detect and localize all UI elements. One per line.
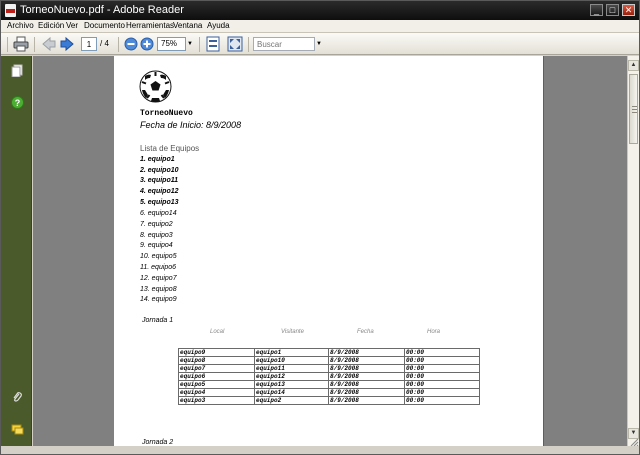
grip-line (632, 109, 637, 110)
scrollbar-thumb[interactable] (629, 74, 638, 144)
toolbar-separator (248, 37, 249, 52)
document-view[interactable] (33, 56, 627, 446)
team-list-item: 5. equipo13 (140, 199, 179, 206)
previous-page-icon[interactable] (41, 36, 57, 52)
column-header-fecha: Fecha (357, 329, 374, 335)
toolbar-separator (199, 37, 200, 52)
table-cell: 00:00 (405, 381, 480, 389)
team-list-heading: Lista de Equipos (140, 144, 200, 153)
table-cell: equipo2 (255, 397, 329, 405)
title-bar (1, 1, 639, 20)
pdf-page (114, 56, 544, 446)
table-cell: 8/9/2008 (329, 389, 405, 397)
menu-ver[interactable]: Ver (66, 21, 79, 30)
resize-grip-icon[interactable] (627, 438, 639, 446)
table-cell: equipo5 (179, 381, 255, 389)
table-cell: equipo13 (255, 381, 329, 389)
column-header-local: Local (210, 329, 225, 335)
comments-icon[interactable] (11, 423, 24, 436)
table-cell: equipo9 (179, 349, 255, 357)
soccer-ball-icon (139, 70, 172, 103)
team-list-item: 10. equipo5 (140, 253, 177, 260)
table-cell: 8/9/2008 (329, 373, 405, 381)
table-row (179, 349, 480, 357)
table-cell: 00:00 (405, 365, 480, 373)
zoom-dropdown-arrow-icon[interactable]: ▼ (187, 41, 193, 47)
round-1-heading: Jornada 1 (142, 317, 174, 324)
round-1-fixtures-table (178, 348, 480, 405)
table-cell: 00:00 (405, 357, 480, 365)
scroll-up-icon[interactable]: ▲ (628, 60, 639, 71)
table-cell: equipo3 (179, 397, 255, 405)
table-row (179, 389, 480, 397)
table-row (179, 357, 480, 365)
team-list-item: 13. equipo8 (140, 286, 177, 293)
document-title: TorneoNuevo (140, 109, 193, 118)
column-header-hora: Hora (427, 329, 441, 335)
page-number-input[interactable] (81, 37, 97, 51)
table-cell: equipo6 (179, 373, 255, 381)
table-row (179, 373, 480, 381)
grip-line (632, 112, 637, 113)
table-cell: 8/9/2008 (329, 349, 405, 357)
table-cell: equipo1 (255, 349, 329, 357)
window-title: TorneoNuevo.pdf - Adobe Reader (20, 4, 184, 16)
table-cell: equipo10 (255, 357, 329, 365)
scroll-down-icon[interactable]: ▼ (628, 428, 639, 439)
team-list-item: 7. equipo2 (140, 221, 173, 228)
table-cell: 8/9/2008 (329, 381, 405, 389)
table-row (179, 397, 480, 405)
vertical-scrollbar[interactable] (627, 56, 639, 446)
zoom-level-field[interactable]: 75% (157, 37, 186, 51)
menu-documento[interactable]: Documento (84, 21, 125, 30)
table-row (179, 381, 480, 389)
team-list-item: 8. equipo3 (140, 232, 173, 239)
menu-ventana[interactable]: Ventana (173, 21, 203, 30)
table-cell: 00:00 (405, 373, 480, 381)
table-cell: 00:00 (405, 397, 480, 405)
fit-page-icon[interactable] (205, 36, 221, 52)
table-cell: equipo8 (179, 357, 255, 365)
pages-panel-icon[interactable] (11, 64, 24, 77)
close-button[interactable]: ✕ (622, 4, 635, 16)
toolbar-separator (34, 37, 35, 52)
team-list-item: 14. equipo9 (140, 296, 177, 303)
svg-text:?: ? (14, 98, 21, 108)
pdf-file-icon (5, 4, 16, 17)
table-cell: equipo7 (179, 365, 255, 373)
toolbar-separator (7, 37, 8, 52)
printer-icon[interactable] (13, 36, 29, 52)
maximize-button[interactable]: □ (606, 4, 619, 16)
help-icon[interactable] (11, 96, 24, 109)
team-list-item: 11. equipo6 (140, 264, 177, 271)
navigation-pane (1, 56, 32, 446)
table-cell: 8/9/2008 (329, 365, 405, 373)
team-list-item: 2. equipo10 (140, 167, 179, 174)
start-date: Fecha de Inicio: 8/9/2008 (140, 120, 242, 130)
team-list-item: 1. equipo1 (140, 156, 175, 163)
table-cell: 00:00 (405, 389, 480, 397)
table-cell: equipo4 (179, 389, 255, 397)
minimize-button[interactable]: _ (590, 4, 603, 16)
search-input[interactable] (253, 37, 315, 51)
table-cell: equipo11 (255, 365, 329, 373)
full-screen-icon[interactable] (227, 36, 243, 52)
table-cell: 00:00 (405, 349, 480, 357)
menu-ayuda[interactable]: Ayuda (207, 21, 230, 30)
menu-bar (1, 20, 639, 33)
menu-archivo[interactable]: Archivo (7, 21, 34, 30)
team-list-item: 12. equipo7 (140, 275, 177, 282)
table-row (179, 365, 480, 373)
zoom-in-icon[interactable] (139, 36, 155, 52)
toolbar-separator (118, 37, 119, 52)
next-page-icon[interactable] (59, 36, 75, 52)
table-cell: equipo12 (255, 373, 329, 381)
paperclip-icon[interactable] (11, 391, 24, 404)
search-dropdown-arrow-icon[interactable]: ▼ (316, 41, 322, 47)
round-2-heading: Jornada 2 (142, 439, 174, 446)
column-header-visitante: Visitante (281, 329, 304, 335)
team-list-item: 9. equipo4 (140, 242, 173, 249)
team-list-item: 4. equipo12 (140, 188, 179, 195)
table-cell: 8/9/2008 (329, 357, 405, 365)
table-cell: 8/9/2008 (329, 397, 405, 405)
menu-edicion[interactable]: Edición (38, 21, 65, 30)
team-list-item: 6. equipo14 (140, 210, 177, 217)
page-total-label: / 4 (100, 39, 109, 48)
team-list-item: 3. equipo11 (140, 177, 178, 184)
table-cell: equipo14 (255, 389, 329, 397)
grip-line (632, 106, 637, 107)
toolbar (1, 33, 639, 55)
menu-herramientas[interactable]: Herramientas (126, 21, 175, 30)
zoom-out-icon[interactable] (123, 36, 139, 52)
